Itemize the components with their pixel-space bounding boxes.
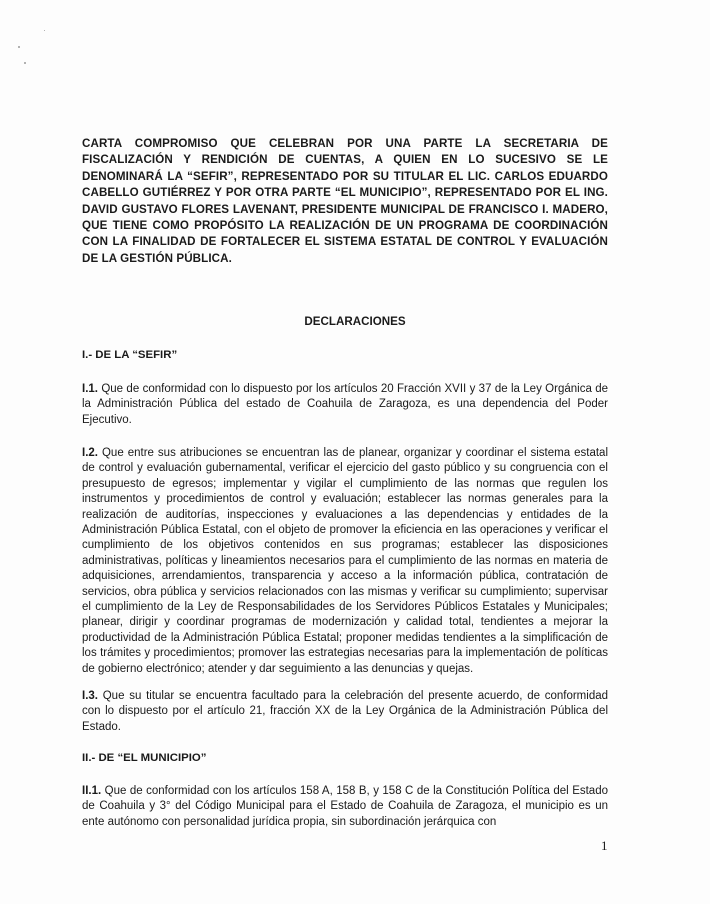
paragraph-text: Que su titular se encuentra facultado para la celebración del presente acuerdo, de conformidad con lo dispuesto por el artículo 21, fracción XX de la Ley Orgánica de la Administración Pública del Estado. — [82, 690, 609, 733]
declaraciones-heading: DECLARACIONES — [304, 315, 406, 328]
section-heading-municipio: II.- DE “EL MUNICIPIO” — [82, 752, 207, 764]
paragraph-number: I.2. — [82, 447, 98, 459]
paragraph-text: Que de conformidad con lo dispuesto por los artículos 20 Fracción XVII y 37 de la Ley Orgánica de la Administración Pública del estado de Coahuila de Zaragoza, es una dependencia del Poder Ejecutivo. — [82, 383, 608, 426]
paragraph-i-3 — [82, 689, 608, 735]
paragraph-ii-1 — [82, 784, 608, 830]
scan-speck — [24, 62, 26, 64]
paragraph-number: II.1. — [82, 785, 102, 797]
paragraph-i-2 — [82, 446, 608, 677]
paragraph-i-1 — [82, 382, 608, 428]
section-heading-sefir: I.- DE LA “SEFIR” — [82, 349, 178, 361]
scan-speck — [18, 46, 20, 48]
paragraph-text: Que entre sus atribuciones se encuentran las de planear, organizar y coordinar el sistema estatal de control y evaluación gubernamental, verificar el ejercicio del gasto público y su congruencia con el presupuesto de egresos; implementar y vigilar el cumplimiento de las normas que regulen los instrumentos y procedimientos de control y evaluación; establecer las normas generales para la realización de auditorías, inspecciones y evaluaciones a las dependencias y entidades de la Administración Pública Estatal, con el objeto de promover la eficiencia en las operaciones y verificar el cumplimiento de los objetivos contenidos en sus programas; establecer las disposiciones administrativas, políticas y lineamientos necesarios para el cumplimiento de las normas en materia de adquisiciones, arrendamientos, transparencia y acceso a la información pública, contratación de servicios, obra pública y servicios relacionados con las mismas y verificar su cumplimiento; supervisar el cumplimiento de la Ley de Responsabilidades de los Servidores Públicos Estatales y Municipales; planear, dirigir y coordinar programas de modernización y calidad total, tendientes a mejorar la productividad de la Administración Pública Estatal; proponer medidas tendientes a la simplificación de los trámites y procedimientos; promover las estrategias necesarias para la implementación de políticas de gobierno electrónico; atender y dar seguimiento a las denuncias y quejas. — [82, 447, 608, 675]
paragraph-text: Que de conformidad con los artículos 158 A, 158 B, y 158 C de la Constitución Política del Estado de Coahuila y 3° del Código Municipal para el Estado de Coahuila de Zaragoza, el municipio es un ente autónomo con personalidad jurídica propia, sin subordinación jerárquica con — [82, 785, 608, 828]
document-title: CARTA COMPROMISO QUE CELEBRAN POR UNA PARTE LA SECRETARIA DE FISCALIZACIÓN Y RENDICIÓN DE CUENTAS, A QUIEN EN LO SUCESIVO SE LE DENOMINARÁ LA “SEFIR”, REPRESENTADO POR SU TITULAR EL LIC. CARLOS EDUARDO CABELLO GUTIÉRREZ Y POR OTRA PARTE “EL MUNICIPIO”, REPRESENTADO POR EL ING. DAVID GUSTAVO FLORES LAVENANT, PRESIDENTE MUNICIPAL DE FRANCISCO I. MADERO, QUE TIENE COMO PROPÓSITO LA REALIZACIÓN DE UN PROGRAMA DE COORDINACIÓN CON LA FINALIDAD DE FORTALECER EL SISTEMA ESTATAL DE CONTROL Y EVALUACIÓN DE LA GESTIÓN PÚBLICA. — [82, 137, 608, 265]
scan-speck — [44, 30, 45, 31]
page-number: 1 — [601, 838, 608, 853]
paragraph-number: I.3. — [82, 690, 98, 702]
paragraph-number: I.1. — [82, 383, 98, 395]
